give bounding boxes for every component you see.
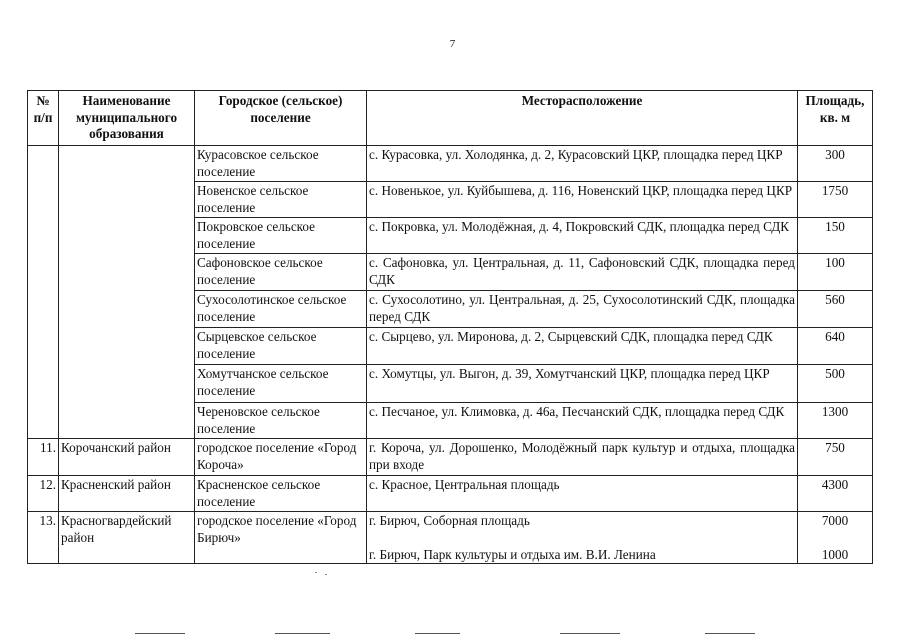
row-settlement-cell: Сухосолотинское сельское поселение: [195, 291, 367, 328]
row-settlement-cell: городское поселение «Город Бирюч»: [195, 512, 367, 564]
row-num-cell: 11.: [28, 439, 59, 476]
row-num-cell: 13.: [28, 512, 59, 564]
row-settlement-cell: Новенское сельское поселение: [195, 182, 367, 218]
row-num-cell: [28, 146, 59, 439]
location-line-1: г. Бирюч, Соборная площадь: [369, 513, 530, 528]
header-area: Площадь, кв. м: [798, 91, 873, 146]
row-area-cell: 560: [798, 291, 873, 328]
table-header-row: [28, 91, 873, 146]
row-area-cell: 300: [798, 146, 873, 182]
row-settlement-cell: Красненское сельское поселение: [195, 476, 367, 512]
row-municipality-cell: Корочанский район: [59, 439, 195, 476]
row-location-cell: с. Курасовка, ул. Холодянка, д. 2, Курасовский ЦКР, площадка перед ЦКР: [367, 146, 798, 182]
row-settlement-cell: Сырцевское сельское поселение: [195, 328, 367, 365]
row-area-cell: 1300: [798, 403, 873, 439]
row-area-cell: [798, 512, 873, 564]
row-location-cell: с. Сырцево, ул. Миронова, д. 2, Сырцевский СДК, площадка перед СДК: [367, 328, 798, 365]
scan-artifact: [415, 633, 460, 634]
row-municipality-cell: Красненский район: [59, 476, 195, 512]
row-area-cell: 4300: [798, 476, 873, 512]
row-area-cell: 640: [798, 328, 873, 365]
row-settlement-cell: Череновское сельское поселение: [195, 403, 367, 439]
row-area-cell: 500: [798, 365, 873, 403]
row-location-cell: [367, 512, 798, 564]
scan-artifact: [135, 633, 185, 634]
page-number: 7: [449, 38, 456, 50]
row-settlement-cell: Сафоновское сельское поселение: [195, 254, 367, 291]
row-location-cell: с. Песчаное, ул. Климовка, д. 46а, Песчанский СДК, площадка перед СДК: [367, 403, 798, 439]
row-settlement-cell: Курасовское сельское поселение: [195, 146, 367, 182]
row-settlement-cell: Покровское сельское поселение: [195, 218, 367, 254]
header-settlement: Городское (сельское) поселение: [195, 91, 367, 146]
area-value-1: 7000: [821, 513, 849, 528]
table-row: [28, 512, 873, 564]
scan-artifact: [705, 633, 755, 634]
row-municipality-cell: Красногвардейский район: [59, 512, 195, 564]
row-location-cell: г. Короча, ул. Дорошенко, Молодёжный парк культур и отдыха, площадка при входе: [367, 439, 798, 476]
scan-artifact: [315, 572, 317, 573]
row-area-cell: 750: [798, 439, 873, 476]
locations-table: [27, 90, 873, 564]
header-location: Месторасположение: [367, 91, 798, 146]
row-num-cell: 12.: [28, 476, 59, 512]
row-location-cell: с. Сафоновка, ул. Центральная, д. 11, Сафоновский СДК, площадка перед СДК: [367, 254, 798, 291]
header-num: № п/п: [28, 91, 59, 146]
row-location-cell: с. Хомутцы, ул. Выгон, д. 39, Хомутчанский ЦКР, площадка перед ЦКР: [367, 365, 798, 403]
row-municipality-cell: [59, 146, 195, 439]
row-location-cell: с. Сухосолотино, ул. Центральная, д. 25, Сухосолотинский СДК, площадка перед СДК: [367, 291, 798, 328]
scan-artifact: [325, 574, 327, 575]
location-line-2: г. Бирюч, Парк культуры и отдыха им. В.И. Ленина: [369, 546, 656, 562]
row-settlement-cell: городское поселение «Город Короча»: [195, 439, 367, 476]
area-value-2: 1000: [821, 546, 849, 562]
table-row: [28, 146, 873, 182]
row-location-cell: с. Красное, Центральная площадь: [367, 476, 798, 512]
row-area-cell: 1750: [798, 182, 873, 218]
table-row: [28, 439, 873, 476]
row-location-cell: с. Новенькое, ул. Куйбышева, д. 116, Новенский ЦКР, площадка перед ЦКР: [367, 182, 798, 218]
row-location-cell: с. Покровка, ул. Молодёжная, д. 4, Покровский СДК, площадка перед СДК: [367, 218, 798, 254]
row-area-cell: 100: [798, 254, 873, 291]
row-area-cell: 150: [798, 218, 873, 254]
row-settlement-cell: Хомутчанское сельское поселение: [195, 365, 367, 403]
scan-artifact: [275, 633, 330, 634]
scan-artifact: [560, 633, 620, 634]
header-municipality: Наименование муниципального образования: [59, 91, 195, 146]
table-row: [28, 476, 873, 512]
